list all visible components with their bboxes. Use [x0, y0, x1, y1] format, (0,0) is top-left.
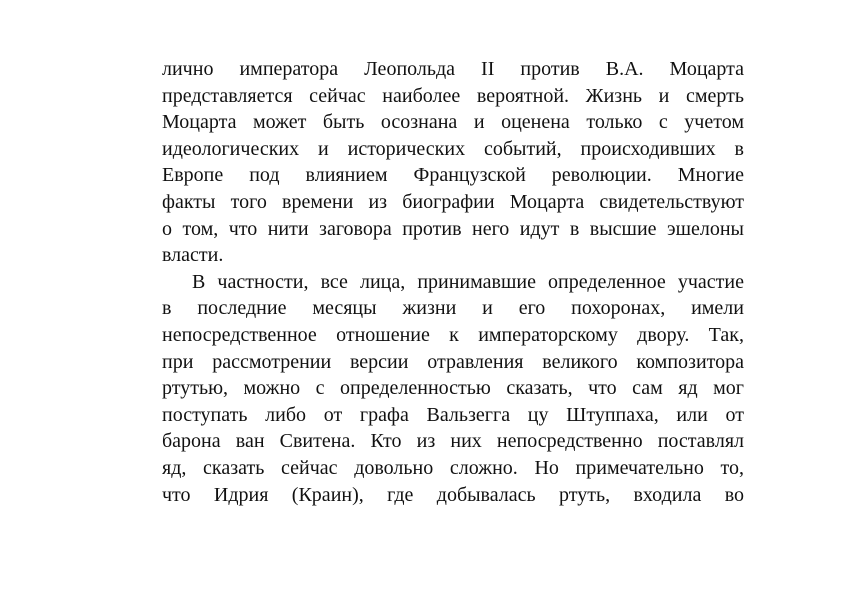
text-line: Моцарта может быть осознана и оценена только с учетом [162, 111, 744, 134]
text-line: непосредственное отношение к императорскому двору. Так, [162, 323, 744, 346]
text-line: о том, что нити заговора против него идут в высшие эшелоны [162, 217, 744, 240]
text-line: лично императора Леопольда II против В.А. Моцарта [162, 58, 744, 80]
text-line: В частности, все лица, принимавшие определенное участие [192, 270, 744, 293]
text-line: яд, сказать сейчас довольно сложно. Но примечательно то, [162, 456, 744, 479]
text-line: поступать либо от графа Вальзегга цу Штуппаха, или от [162, 403, 744, 426]
text-line: власти. [162, 244, 224, 267]
text-line: факты того времени из биографии Моцарта свидетельствуют [162, 190, 744, 213]
document-text [162, 56, 744, 508]
paragraph [162, 269, 744, 508]
text-line: представляется сейчас наиболее вероятной. Жизнь и смерть [162, 84, 744, 107]
text-line: ртутью, можно с определенностью сказать, что сам яд мог [162, 377, 744, 400]
paragraph [162, 56, 744, 269]
text-line: Европе под влиянием Французской революции. Многие [162, 164, 744, 187]
text-line: что Идрия (Краин), где добывалась ртуть, входила во [162, 483, 744, 506]
text-line: идеологических и исторических событий, происходивших в [162, 137, 744, 160]
text-line: в последние месяцы жизни и его похоронах, имели [162, 297, 744, 320]
text-line: барона ван Свитена. Кто из них непосредственно поставлял [162, 430, 744, 453]
text-line: при рассмотрении версии отравления великого композитора [162, 350, 744, 373]
